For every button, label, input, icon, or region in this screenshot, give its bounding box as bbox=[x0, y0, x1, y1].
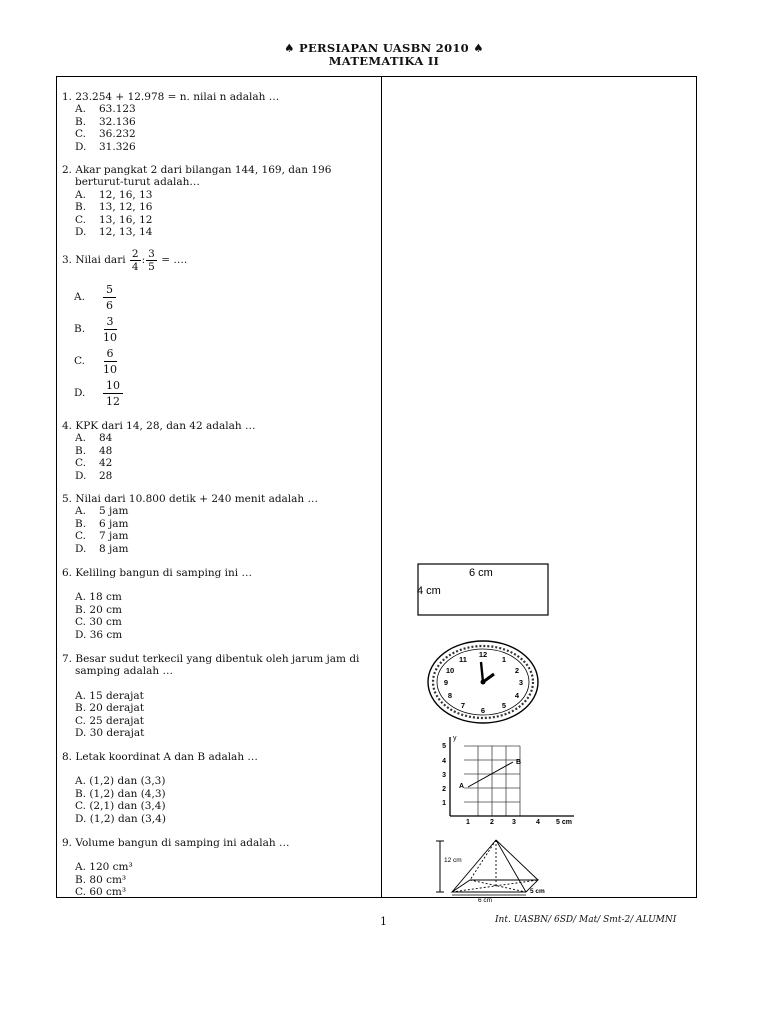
point-a-label: A bbox=[459, 783, 465, 790]
x-tick-label: 3 bbox=[512, 819, 516, 826]
option-c: C. 42 bbox=[75, 457, 113, 470]
question-5 bbox=[62, 493, 372, 555]
question-stem-continued: samping adalah … bbox=[75, 665, 173, 678]
clock-number: 8 bbox=[447, 691, 453, 700]
option-b: B. 6 jam bbox=[75, 517, 129, 530]
pyramid-shape bbox=[452, 840, 538, 892]
question-1 bbox=[62, 91, 372, 153]
clock-number: 2 bbox=[514, 666, 520, 675]
option-c: C. 13, 16, 12 bbox=[75, 213, 153, 226]
y-tick-label: 5 bbox=[442, 743, 446, 750]
question-stem: 6. Keliling bangun di samping ini … bbox=[62, 567, 252, 579]
y-axis-label: y bbox=[453, 735, 457, 742]
option-b: B. $\frac{3}{10}$ bbox=[74, 315, 117, 344]
base-length-label: 6 cm bbox=[478, 897, 493, 904]
option-b: B. 20 derajat bbox=[75, 702, 145, 715]
rectangle-height-label: 4 cm bbox=[417, 585, 441, 597]
clock-number: 10 bbox=[445, 666, 455, 675]
x-tick-label: 1 bbox=[466, 819, 470, 826]
base-width-label: 5 cm bbox=[530, 888, 545, 895]
clock-number: 4 bbox=[514, 691, 520, 700]
clock-number: 11 bbox=[459, 655, 467, 664]
point-b-label: B bbox=[516, 759, 522, 766]
question-8 bbox=[62, 751, 372, 825]
clock-center bbox=[481, 680, 486, 685]
option-a: A. 84 bbox=[75, 432, 113, 445]
fraction: $\frac{2}{4}$ bbox=[131, 248, 139, 273]
question-stem: 7. Besar sudut terkecil yang dibentuk oleh jarum jam di bbox=[62, 653, 360, 665]
option-b: B. 48 bbox=[75, 444, 113, 457]
question-6 bbox=[62, 567, 372, 641]
option-a: A. 63.123 bbox=[75, 103, 136, 116]
question-2 bbox=[62, 164, 372, 238]
option-c: C. (2,1) dan (3,4) bbox=[75, 800, 166, 813]
option-a: A. (1,2) dan (3,3) bbox=[75, 775, 166, 788]
question-stem: 9. Volume bangun di samping ini adalah … bbox=[62, 837, 290, 849]
option-c: C. 7 jam bbox=[75, 530, 129, 543]
option-b: B. 80 cm³ bbox=[75, 873, 127, 886]
clock-number: 12 bbox=[478, 650, 488, 659]
rectangle-figure bbox=[414, 560, 554, 620]
question-4 bbox=[62, 420, 372, 482]
fraction: $\frac{3}{5}$ bbox=[148, 248, 155, 273]
option-a: A. 5 jam bbox=[75, 505, 129, 518]
fraction: $\frac{3}{10}$ bbox=[103, 315, 117, 344]
option-d: D. 28 bbox=[75, 469, 113, 482]
page-number: 1 bbox=[380, 915, 387, 928]
option-a: A. 12, 16, 13 bbox=[75, 188, 153, 201]
clock-figure bbox=[426, 640, 542, 726]
clock-number: 3 bbox=[518, 678, 524, 687]
question-stem: 5. Nilai dari 10.800 detik + 240 menit adalah … bbox=[62, 493, 319, 505]
option-c: C. 30 cm bbox=[75, 616, 122, 629]
question-stem: 1. 23.254 + 12.978 = n. nilai n adalah … bbox=[62, 91, 280, 103]
option-d: D. 36 cm bbox=[75, 628, 123, 641]
x-unit-label: 5 cm bbox=[556, 819, 572, 826]
option-c: C. 60 cm³ bbox=[75, 886, 127, 899]
fraction: $\frac{5}{6}$ bbox=[103, 282, 116, 313]
question-3 bbox=[62, 248, 372, 408]
option-b: B. 32.136 bbox=[75, 115, 136, 128]
y-tick-label: 2 bbox=[442, 786, 446, 793]
pyramid-figure bbox=[430, 834, 560, 904]
option-a: A. 120 cm³ bbox=[75, 861, 133, 874]
question-stem-continued: berturut-turut adalah… bbox=[75, 176, 200, 189]
question-stem: 3. Nilai dari $\frac{2}{4}$ : $\frac{3}{5}$ = …. bbox=[62, 248, 188, 273]
question-9 bbox=[62, 837, 372, 899]
question-stem: 4. KPK dari 14, 28, dan 42 adalah … bbox=[62, 420, 256, 432]
option-a: A. 18 cm bbox=[75, 591, 122, 604]
coordinate-figure bbox=[434, 731, 584, 827]
fraction: $\frac{10}{12}$ bbox=[103, 378, 123, 409]
option-c: C. 25 derajat bbox=[75, 714, 144, 727]
option-b: B. (1,2) dan (4,3) bbox=[75, 787, 166, 800]
question-stem: 8. Letak koordinat A dan B adalah … bbox=[62, 751, 258, 763]
clock-number: 5 bbox=[501, 701, 507, 710]
header-title: ♠ PERSIAPAN UASBN 2010 ♠ bbox=[284, 41, 484, 55]
option-d: D. (1,2) dan (3,4) bbox=[75, 812, 166, 825]
y-tick-label: 4 bbox=[442, 758, 446, 765]
height-label: 12 cm bbox=[444, 857, 462, 864]
option-b: B. 20 cm bbox=[75, 603, 122, 616]
option-d: D. 31.326 bbox=[75, 140, 136, 153]
clock-minute-hand bbox=[481, 662, 483, 682]
question-stem: 2. Akar pangkat 2 dari bilangan 144, 169, dan 196 bbox=[62, 164, 332, 176]
option-a: A. $\frac{5}{6}$ bbox=[74, 282, 117, 313]
clock-number: 9 bbox=[443, 678, 449, 687]
x-tick-label: 4 bbox=[536, 819, 540, 826]
option-d: D. 12, 13, 14 bbox=[75, 226, 153, 239]
header-subject: MATEMATIKA II bbox=[328, 54, 440, 68]
option-d: D. 30 derajat bbox=[75, 727, 145, 740]
column-divider bbox=[381, 76, 382, 898]
rectangle-width-label: 6 cm bbox=[469, 567, 493, 579]
document-code: Int. UASBN/ 6SD/ Mat/ Smt-2/ ALUMNI bbox=[495, 915, 677, 925]
clock-number: 6 bbox=[480, 706, 486, 715]
question-7 bbox=[62, 653, 372, 739]
x-tick-label: 2 bbox=[490, 819, 494, 826]
y-tick-label: 3 bbox=[442, 772, 446, 779]
option-c: C. 36.232 bbox=[75, 128, 136, 141]
option-a: A. 15 derajat bbox=[75, 689, 144, 702]
option-c: C. $\frac{6}{10}$ bbox=[74, 347, 117, 376]
option-d: D. $\frac{10}{12}$ bbox=[74, 378, 124, 409]
clock-number: 1 bbox=[501, 655, 507, 664]
clock-number: 7 bbox=[460, 701, 466, 710]
y-tick-label: 1 bbox=[442, 800, 446, 807]
fraction: $\frac{6}{10}$ bbox=[103, 347, 117, 376]
option-d: D. 8 jam bbox=[75, 542, 129, 555]
option-b: B. 13, 12, 16 bbox=[75, 201, 153, 214]
